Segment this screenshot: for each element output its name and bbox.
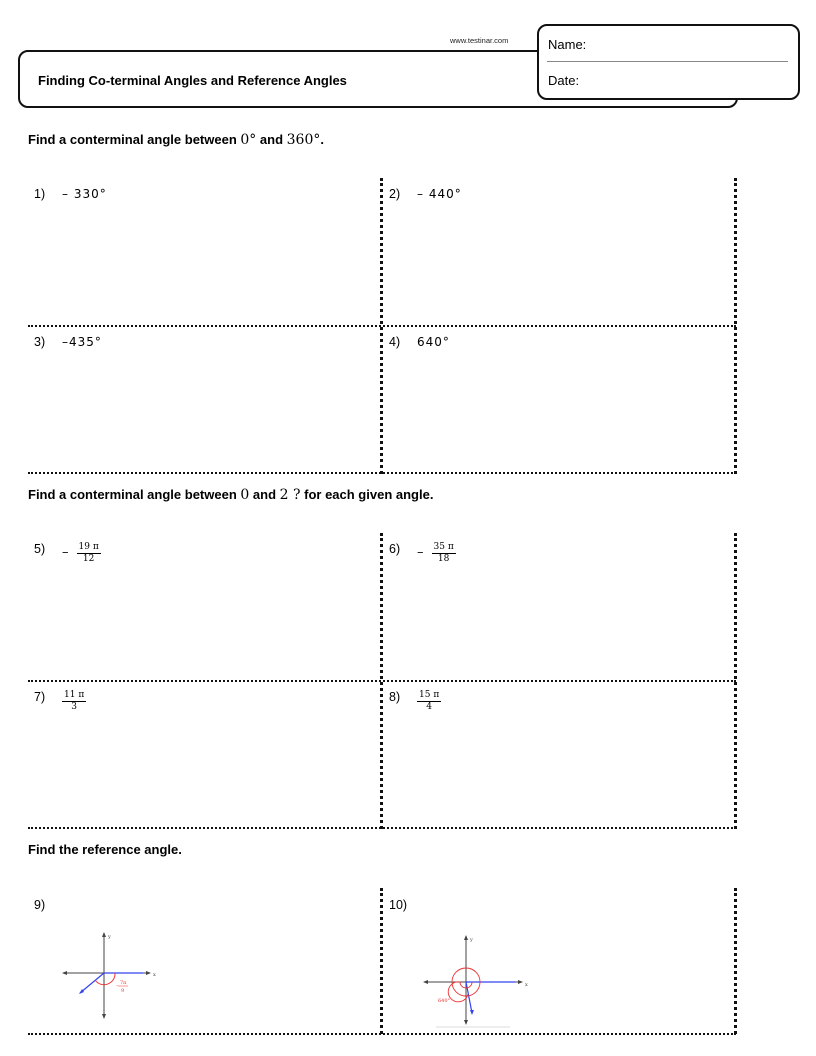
- heading-text: for each given angle.: [300, 487, 434, 502]
- problem-number: 2): [389, 187, 401, 201]
- problem-10: [389, 898, 417, 912]
- angle-arc: [95, 973, 115, 985]
- problem-number: 10): [389, 898, 408, 912]
- fraction: [77, 542, 101, 565]
- angle-figure-9: [58, 928, 168, 1023]
- heading-text: and: [256, 132, 287, 147]
- problem-expression: [417, 690, 441, 713]
- grid-divider: [28, 1033, 736, 1035]
- problem-9: [34, 898, 62, 912]
- problem-3: [34, 335, 102, 349]
- angle-label: 7π: [120, 980, 127, 986]
- heading-math: 0: [240, 487, 250, 503]
- problem-expression: [62, 542, 101, 565]
- grid-divider: [734, 888, 737, 1034]
- section-3-grid: [28, 888, 738, 1036]
- name-date-box: [537, 24, 800, 100]
- problem-number: 8): [389, 690, 401, 704]
- svg-text:y: y: [470, 937, 473, 943]
- problem-number: 6): [389, 542, 401, 556]
- numerator: 15 π: [419, 690, 440, 700]
- problem-8: [389, 690, 441, 713]
- problem-2: [389, 187, 462, 201]
- grid-divider: [380, 888, 383, 1034]
- heading-math: 2 ?: [279, 487, 301, 503]
- problem-4: [389, 335, 450, 349]
- date-label: Date:: [548, 73, 580, 88]
- terminal-ray: [80, 973, 104, 993]
- numerator: 19 π: [78, 542, 99, 552]
- problem-expression: 640°: [417, 335, 450, 349]
- worksheet-title: Finding Co-terminal Angles and Reference Angles: [38, 73, 347, 88]
- denominator: 12: [82, 554, 95, 564]
- problem-number: 5): [34, 542, 46, 556]
- numerator: 11 π: [64, 690, 85, 700]
- fraction: [417, 690, 441, 713]
- coordinate-axes-icon: [423, 935, 528, 1025]
- problem-7: [34, 690, 86, 713]
- name-line[interactable]: [547, 61, 788, 62]
- section-2-heading: [28, 487, 433, 503]
- coordinate-axes-icon: [62, 932, 156, 1019]
- name-label: Name:: [548, 37, 587, 52]
- grid-divider: [28, 325, 736, 327]
- problem-number: 4): [389, 335, 401, 349]
- problem-expression: [62, 690, 86, 713]
- problem-expression: [417, 542, 456, 565]
- problem-number: 7): [34, 690, 46, 704]
- grid-divider: [28, 680, 736, 682]
- grid-divider: [28, 472, 736, 474]
- problem-expression: – 440°: [417, 187, 462, 201]
- section-1-heading: [28, 132, 324, 148]
- heading-math: 360°: [286, 132, 321, 148]
- angle-label-den: 9: [121, 988, 125, 994]
- problem-expression: – 330°: [62, 187, 107, 201]
- grid-divider: [28, 827, 736, 829]
- denominator: 3: [71, 702, 77, 712]
- angle-spiral-arc: [448, 968, 480, 1002]
- heading-math: 0°: [240, 132, 257, 148]
- heading-text: .: [320, 132, 324, 147]
- numerator: 35 π: [433, 542, 454, 552]
- fraction: [432, 542, 456, 565]
- heading-text: Find a conterminal angle between: [28, 487, 241, 502]
- negative-sign: –: [62, 545, 69, 560]
- denominator: 18: [437, 554, 450, 564]
- site-url: www.testinar.com: [450, 36, 509, 45]
- heading-text: Find a conterminal angle between: [28, 132, 241, 147]
- problem-number: 9): [34, 898, 46, 912]
- negative-sign: –: [417, 545, 424, 560]
- angle-figure-10: [410, 928, 540, 1028]
- svg-text:x: x: [153, 972, 156, 978]
- problem-1: [34, 187, 107, 201]
- denominator: 4: [426, 702, 432, 712]
- problem-number: 1): [34, 187, 46, 201]
- heading-text: and: [249, 487, 280, 502]
- svg-text:x: x: [525, 982, 528, 988]
- problem-number: 3): [34, 335, 46, 349]
- angle-label-sign: –: [116, 983, 119, 989]
- problem-6: [389, 542, 456, 565]
- section-1-grid: [28, 178, 738, 474]
- problem-5: [34, 542, 101, 565]
- fraction: [62, 690, 86, 713]
- angle-label: 640°: [438, 998, 451, 1004]
- section-2-grid: [28, 533, 738, 829]
- svg-text:y: y: [108, 934, 111, 940]
- problem-expression: –435°: [62, 335, 102, 349]
- section-3-heading: Find the reference angle.: [28, 842, 182, 857]
